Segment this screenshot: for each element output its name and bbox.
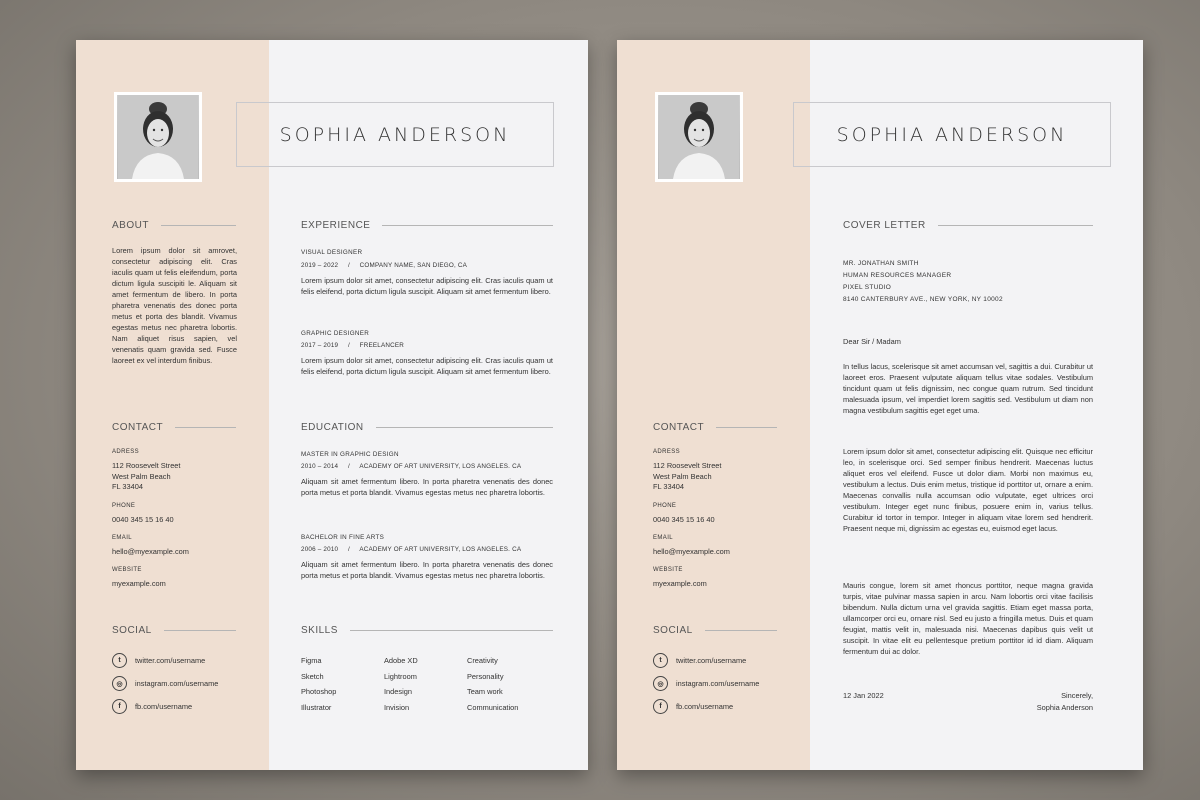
skills-heading: SKILLS — [301, 625, 553, 636]
social-item-facebook[interactable] — [112, 699, 192, 714]
skill-item: Indesign — [384, 687, 412, 696]
instagram-icon: ◎ — [112, 676, 127, 691]
letter-paragraph: In tellus lacus, scelerisque sit amet accumsan vel, sagittis a dui. Curabitur ut laoreet eros. Praesent vulputate aliquam tellus vitae sodales. Vestibulum tincidunt quam ut felis dignissim, nec congue quam rutrum. Sed tincidunt malesuada ipsum, vel imperdiet lorem sagittis sed. Vestibulum ut diam non magna vestibulum sagittis eget eget uma. — [843, 362, 1093, 415]
email-label: EMAIL — [653, 535, 674, 541]
address-label: ADRESS — [653, 449, 681, 455]
salutation: Dear Sir / Madam — [843, 337, 901, 346]
job-meta: 2019 – 2022 / COMPANY NAME, SAN DIEGO, CA — [301, 262, 467, 269]
website-value[interactable]: myexample.com — [112, 579, 166, 588]
twitter-icon: t — [653, 653, 668, 668]
social-link[interactable]: twitter.com/username — [676, 656, 747, 665]
recipient-company: PIXEL STUDIO — [843, 284, 892, 291]
education-heading: EDUCATION — [301, 422, 553, 433]
address-label: ADRESS — [112, 449, 140, 455]
letter-date: 12 Jan 2022 — [843, 691, 884, 700]
social-heading: SOCIAL — [653, 625, 777, 636]
website-value[interactable]: myexample.com — [653, 579, 707, 588]
profile-photo — [114, 92, 202, 182]
profile-photo — [655, 92, 743, 182]
contact-heading: CONTACT — [112, 422, 236, 433]
address-value: 112 Roosevelt Street West Palm Beach FL 33404 — [653, 461, 722, 491]
letter-closing: Sincerely, — [1061, 691, 1093, 700]
email-label: EMAIL — [112, 535, 133, 541]
skill-item: Adobe XD — [384, 656, 418, 665]
degree-meta: 2006 – 2010 / ACADEMY OF ART UNIVERSITY, LOS ANGELES. CA — [301, 546, 522, 553]
degree-title: MASTER IN GRAPHIC DESIGN — [301, 451, 399, 458]
job-description: Lorem ipsum dolor sit amet, consectetur adipiscing elit. Cras iaculis quam ut felis eleifend, porta dictum ligula suscipit. Aliquam sit amet fermentum libero. — [301, 276, 553, 296]
skill-item: Lightroom — [384, 672, 417, 681]
recipient-address: 8140 CANTERBURY AVE., NEW YORK, NY 10002 — [843, 296, 1003, 303]
degree-description: Aliquam sit amet fermentum libero. In porta pharetra venenatis des donec porta metus et porta blandit. Vivamus egestas metus nec pharetra lobortis. — [301, 560, 553, 580]
facebook-icon: f — [112, 699, 127, 714]
recipient-title: HUMAN RESOURCES MANAGER — [843, 272, 952, 279]
instagram-icon: ◎ — [653, 676, 668, 691]
cover-letter-heading: COVER LETTER — [843, 220, 1093, 231]
website-label: WEBSITE — [112, 567, 142, 573]
social-link[interactable]: twitter.com/username — [135, 656, 206, 665]
social-item-instagram[interactable] — [112, 676, 218, 691]
skill-item: Sketch — [301, 672, 324, 681]
degree-meta: 2010 – 2014 / ACADEMY OF ART UNIVERSITY, LOS ANGELES. CA — [301, 463, 522, 470]
skill-item: Personality — [467, 672, 504, 681]
letter-paragraph: Lorem ipsum dolor sit amet, consectetur adipiscing elit. Quisque nec efficitur leo, in scelerisque orci. Sed semper finibus hendrerit. Maecenas luctus aliquet eros vel eleifend. Fusce ut dolor diam. Morbi non maximus eu, vestibulum a lectus. Duis enim metus, tristique id porttitor ut, ornare a enim. Maecenas convallis nulla accumsan odio vulputate, eget ultrices orci vestibulum. Integer eget nunc finibus, posuere enim in, varius tellus. Curabitur id tortor in tempor. Integer in aliquam vitae lorem sed hendrerit. Praesent neque mi, dignissim ac egestas eu, euismod eget lacus. — [843, 447, 1093, 533]
name-title: SOPHIA ANDERSON — [793, 102, 1111, 167]
address-value: 112 Roosevelt Street West Palm Beach FL 33404 — [112, 461, 181, 491]
recipient-name: MR. JONATHAN SMITH — [843, 260, 919, 267]
social-item-twitter[interactable] — [112, 653, 205, 668]
letter-signature: Sophia Anderson — [1036, 703, 1093, 712]
experience-heading: EXPERIENCE — [301, 220, 553, 231]
phone-value: 0040 345 15 16 40 — [653, 515, 715, 524]
social-item-instagram[interactable] — [653, 676, 759, 691]
resume-page — [76, 40, 588, 770]
portrait-image — [658, 95, 740, 179]
phone-label: PHONE — [112, 503, 136, 509]
social-link[interactable]: instagram.com/username — [676, 679, 760, 688]
social-heading: SOCIAL — [112, 625, 236, 636]
job-meta: 2017 – 2019 / FREELANCER — [301, 342, 404, 349]
website-label: WEBSITE — [653, 567, 683, 573]
social-link[interactable]: instagram.com/username — [135, 679, 219, 688]
skill-item: Creativity — [467, 656, 498, 665]
twitter-icon: t — [112, 653, 127, 668]
job-title: VISUAL DESIGNER — [301, 249, 363, 256]
portrait-image — [117, 95, 199, 179]
social-item-twitter[interactable] — [653, 653, 746, 668]
social-item-facebook[interactable] — [653, 699, 733, 714]
letter-paragraph: Mauris congue, lorem sit amet rhoncus porttitor, neque magna gravida turpis, vitae pulvinar massa sapien in arcu. Nam lobortis orci vitae facilisis bibendum. Nulla dictum urna vel gravida sagittis. Etiam eget massa porta, ullamcorper orci eu, ornare nisl. Sed eu justo a fringilla metus. Duis et quam feugiat, mattis velit in, malesuada nisi. Maecenas dapibus quis velit ut suscipit. In vitae elit eu pellentesque pretium porttitor id id diam. Aliquam fermentum dui ac dolor. — [843, 581, 1093, 656]
skill-item: Figma — [301, 656, 322, 665]
social-link[interactable]: fb.com/username — [135, 702, 193, 711]
skill-item: Invision — [384, 703, 410, 712]
about-heading: ABOUT — [112, 220, 236, 231]
skill-item: Communication — [467, 703, 519, 712]
facebook-icon: f — [653, 699, 668, 714]
skill-item: Illustrator — [301, 703, 332, 712]
degree-description: Aliquam sit amet fermentum libero. In porta pharetra venenatis des donec porta metus et porta blandit. Vivamus egestas metus nec pharetra lobortis. — [301, 477, 553, 497]
contact-heading: CONTACT — [653, 422, 777, 433]
job-title: GRAPHIC DESIGNER — [301, 330, 370, 337]
cover-letter-page — [617, 40, 1143, 770]
phone-value: 0040 345 15 16 40 — [112, 515, 174, 524]
social-link[interactable]: fb.com/username — [676, 702, 734, 711]
email-value[interactable]: hello@myexample.com — [653, 547, 730, 556]
job-description: Lorem ipsum dolor sit amet, consectetur adipiscing elit. Cras iaculis quam ut felis eleifend, porta dictum ligula suscipit. Aliquam sit amet fermentum libero. — [301, 356, 553, 376]
about-text: Lorem ipsum dolor sit amrovet, consectetur adipiscing elit. Cras iaculis quam ut felis eleifendum, porta dictum ligula suscipiti le. Aliquam sit amet fermentum de libero. In porta pharetra venenatis des donec porta metus et porta des blandit. Vivamus egestas metus nec pharetra lobortis. Nam aliquet risus sapien, vel venenatis quam gravida sed. Fusce laoreet ex vel interdum finibus. — [112, 246, 237, 365]
email-value[interactable]: hello@myexample.com — [112, 547, 189, 556]
phone-label: PHONE — [653, 503, 677, 509]
skill-item: Team work — [467, 687, 503, 696]
skill-item: Photoshop — [301, 687, 337, 696]
degree-title: BACHELOR IN FINE ARTS — [301, 534, 385, 541]
name-title: SOPHIA ANDERSON — [236, 102, 554, 167]
